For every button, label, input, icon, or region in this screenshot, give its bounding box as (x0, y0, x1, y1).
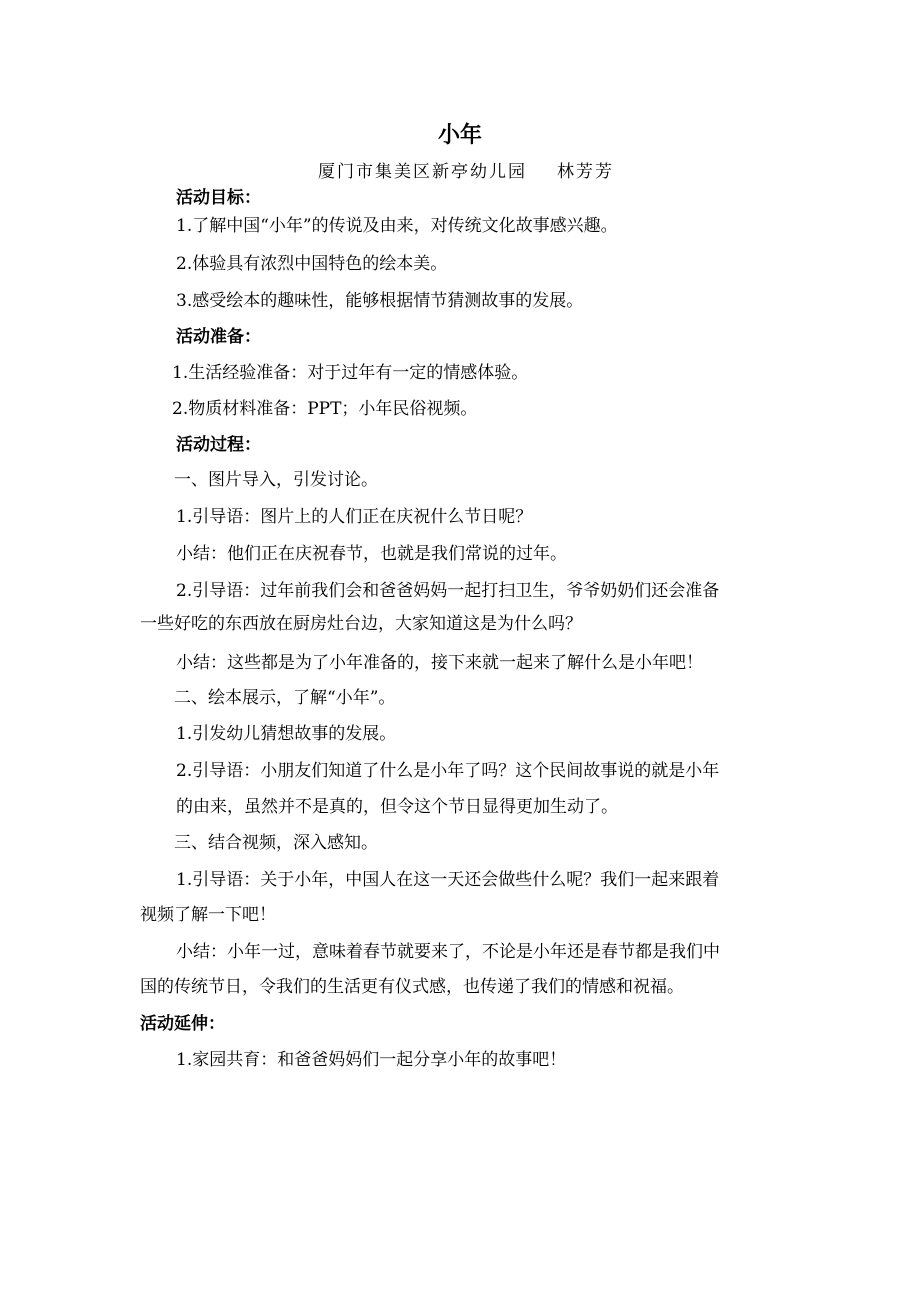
process-line: 2.引导语：小朋友们知道了什么是小年了吗？这个民间故事说的就是小年 (176, 761, 720, 781)
byline-school: 厦门市集美区新亭幼儿园 (318, 162, 527, 182)
prep-item: 1.生活经验准备：对于过年有一定的情感体验。 (172, 363, 529, 383)
process-line: 一些好吃的东西放在厨房灶台边，大家知道这是为什么吗？ (140, 614, 582, 634)
byline (318, 161, 614, 183)
goal-item: 3.感受绘本的趣味性，能够根据情节猜测故事的发展。 (176, 291, 584, 311)
goal-item: 2.体验具有浓烈中国特色的绘本美。 (176, 254, 448, 274)
prep-heading: 活动准备： (176, 327, 261, 347)
process-line: 小结：小年一过，意味着春节就要来了，不论是小年还是春节都是我们中 (176, 942, 720, 962)
prep-item: 2.物质材料准备：PPT；小年民俗视频。 (172, 399, 478, 419)
process-line: 小结：这些都是为了小年准备的，接下来就一起来了解什么是小年吧！ (176, 653, 703, 673)
process-line: 1.引发幼儿猜想故事的发展。 (176, 724, 397, 744)
process-line: 1.引导语：关于小年，中国人在这一天还会做些什么呢？我们一起来跟着 (176, 870, 720, 890)
process-line: 2.引导语：过年前我们会和爸爸妈妈一起打扫卫生，爷爷奶奶们还会准备 (176, 581, 720, 601)
process-line: 一、图片导入，引发讨论。 (174, 470, 378, 490)
extension-heading: 活动延伸： (140, 1014, 225, 1034)
byline-author: 林芳芳 (557, 162, 614, 182)
goal-item: 1.了解中国“小年”的传说及由来，对传统文化故事感兴趣。 (176, 216, 618, 236)
goals-heading: 活动目标： (176, 188, 261, 208)
process-line: 三、结合视频，深入感知。 (174, 833, 378, 853)
process-heading: 活动过程： (176, 435, 261, 455)
process-line: 1.引导语：图片上的人们正在庆祝什么节日呢？ (176, 507, 533, 527)
process-line: 国的传统节日，令我们的生活更有仪式感，也传递了我们的情感和祝福。 (140, 977, 684, 997)
process-line: 的由来，虽然并不是真的，但令这个节日显得更加生动了。 (176, 797, 618, 817)
process-line: 视频了解一下吧！ (140, 905, 276, 925)
process-line: 小结：他们正在庆祝春节，也就是我们常说的过年。 (176, 544, 567, 564)
extension-item: 1.家园共育：和爸爸妈妈们一起分享小年的故事吧！ (176, 1050, 567, 1070)
document-title: 小年 (437, 123, 482, 148)
process-line: 二、绘本展示，了解“小年”。 (174, 688, 396, 708)
